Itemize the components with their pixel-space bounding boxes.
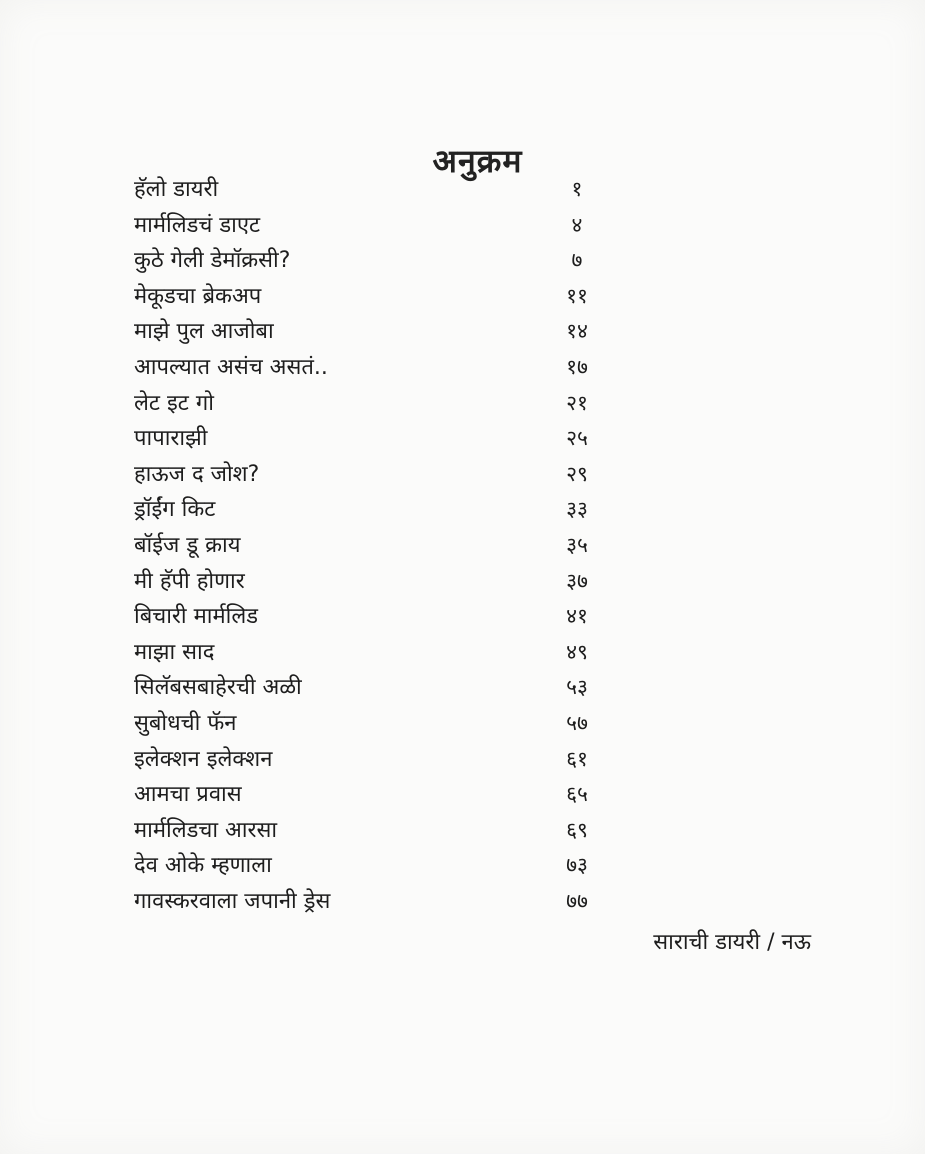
page-footer: साराची डायरी / नऊ [653, 930, 811, 955]
toc-entry-page-number: ६१ [566, 746, 588, 771]
toc-entry-page-number: १ [571, 177, 583, 201]
toc-entry-page-number: २१ [566, 390, 588, 415]
toc-entry-page-number: ६९ [566, 817, 588, 842]
toc-entry-page-number: २९ [566, 461, 588, 486]
toc-entry [134, 457, 604, 493]
toc-entry-title: सुबोधची फॅन [134, 710, 237, 736]
toc-entry [134, 421, 604, 457]
toc-entry [134, 742, 604, 778]
toc-entry-page-number: ३३ [566, 497, 588, 522]
toc-entry-page-number: ७३ [566, 853, 588, 878]
toc-entry [134, 777, 604, 813]
toc-entry-title: आपल्यात असंच असतं.. [134, 354, 328, 380]
toc-entry [134, 884, 604, 920]
toc-entry-page-number: ११ [566, 283, 588, 308]
toc-entry [134, 528, 604, 564]
toc-entry [134, 350, 604, 386]
toc-entry [134, 670, 604, 706]
toc-entry [134, 208, 604, 244]
toc-entry-title: हाऊज द जोश? [134, 461, 260, 487]
toc-entry [134, 172, 604, 208]
toc-entry-title: मार्मलिडचा आरसा [134, 817, 278, 843]
page-title: अनुक्रम [432, 142, 523, 181]
toc-entry-title: मी हॅपी होणार [134, 568, 245, 594]
toc-entry [134, 813, 604, 849]
toc-entry [134, 564, 604, 600]
toc-entry-title: माझा साद [134, 639, 215, 665]
toc-entry [134, 848, 604, 884]
table-of-contents [134, 172, 604, 919]
toc-entry-page-number: ४९ [566, 639, 588, 664]
toc-entry-title: लेट इट गो [134, 390, 214, 416]
toc-entry-page-number: ५३ [566, 675, 588, 700]
toc-entry-page-number: ३५ [566, 532, 588, 557]
toc-entry-page-number: ३७ [566, 568, 588, 593]
toc-entry-title: माझे पुल आजोबा [134, 319, 274, 345]
toc-entry [134, 492, 604, 528]
toc-entry [134, 386, 604, 422]
toc-entry-title: बिचारी मार्मलिड [134, 604, 259, 630]
toc-entry [134, 243, 604, 279]
toc-entry-page-number: ६५ [566, 782, 588, 807]
toc-entry-title: पापाराझी [134, 426, 208, 452]
toc-entry-title: हॅलो डायरी [134, 177, 219, 202]
toc-entry-page-number: ४१ [566, 604, 588, 629]
toc-entry [134, 635, 604, 671]
toc-entry [134, 279, 604, 315]
toc-entry-title: सिलॅबसबाहेरची अळी [134, 675, 302, 701]
toc-entry-page-number: १७ [566, 354, 588, 379]
toc-entry-page-number: ७ [571, 248, 583, 273]
toc-entry-page-number: ७७ [566, 888, 588, 913]
toc-entry [134, 314, 604, 350]
toc-entry-title: बॉईज डू क्राय [134, 532, 241, 558]
toc-entry-title: आमचा प्रवास [134, 782, 242, 808]
toc-entry-title: देव ओके म्हणाला [134, 853, 272, 879]
toc-entry-title: गावस्करवाला जपानी ड्रेस [134, 888, 331, 914]
toc-entry [134, 599, 604, 635]
toc-entry-title: मार्मलिडचं डाएट [134, 212, 261, 238]
toc-entry-title: कुठे गेली डेमॉक्रसी? [134, 248, 291, 274]
toc-entry-title: इलेक्शन इलेक्शन [134, 746, 273, 772]
toc-entry-page-number: २५ [566, 426, 588, 451]
toc-entry-title: ड्रॉईंग किट [134, 497, 216, 523]
toc-entry-page-number: ४ [571, 212, 583, 237]
toc-entry-title: मेकूडचा ब्रेकअप [134, 283, 262, 309]
toc-entry-page-number: ५७ [566, 710, 588, 735]
toc-entry-page-number: १४ [566, 319, 588, 344]
toc-entry [134, 706, 604, 742]
